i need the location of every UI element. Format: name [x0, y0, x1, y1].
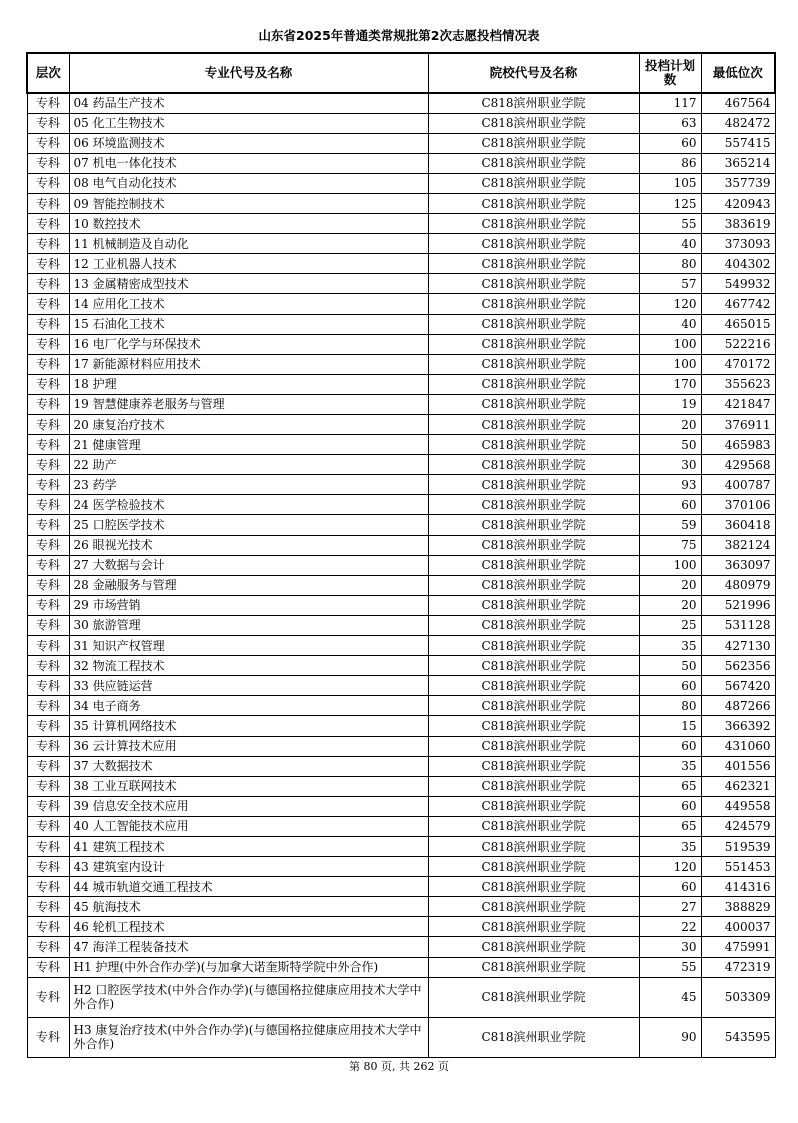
cell-school: C818滨州职业学院 — [428, 394, 639, 414]
cell-level: 专科 — [27, 897, 69, 917]
cell-plan: 80 — [639, 254, 701, 274]
cell-level: 专科 — [27, 977, 69, 1017]
cell-level: 专科 — [27, 334, 69, 354]
cell-level: 专科 — [27, 415, 69, 435]
cell-major: 35 计算机网络技术 — [69, 716, 428, 736]
cell-rank: 360418 — [701, 515, 775, 535]
cell-school: C818滨州职业学院 — [428, 173, 639, 193]
cell-rank: 465015 — [701, 314, 775, 334]
table-row — [27, 113, 775, 133]
cell-plan: 22 — [639, 917, 701, 937]
cell-level: 专科 — [27, 957, 69, 977]
cell-level: 专科 — [27, 776, 69, 796]
cell-level: 专科 — [27, 435, 69, 455]
cell-rank: 531128 — [701, 615, 775, 635]
cell-plan: 59 — [639, 515, 701, 535]
table-row — [27, 816, 775, 836]
cell-rank: 400037 — [701, 917, 775, 937]
cell-major: 05 化工生物技术 — [69, 113, 428, 133]
cell-school: C818滨州职业学院 — [428, 917, 639, 937]
cell-plan: 50 — [639, 656, 701, 676]
cell-major: 33 供应链运营 — [69, 676, 428, 696]
cell-major: 37 大数据技术 — [69, 756, 428, 776]
cell-school: C818滨州职业学院 — [428, 193, 639, 213]
page-title: 山东省2025年普通类常规批第2次志愿投档情况表 — [258, 28, 540, 43]
cell-rank: 557415 — [701, 133, 775, 153]
table-row — [27, 495, 775, 515]
cell-plan: 65 — [639, 776, 701, 796]
cell-plan: 40 — [639, 314, 701, 334]
cell-major: 46 轮机工程技术 — [69, 917, 428, 937]
header-level: 层次 — [27, 53, 69, 93]
table-row — [27, 615, 775, 635]
table-row — [27, 334, 775, 354]
cell-major: 22 助产 — [69, 455, 428, 475]
cell-rank: 376911 — [701, 415, 775, 435]
cell-level: 专科 — [27, 153, 69, 173]
table-row — [27, 415, 775, 435]
cell-school: C818滨州职业学院 — [428, 354, 639, 374]
cell-level: 专科 — [27, 173, 69, 193]
cell-rank: 470172 — [701, 354, 775, 374]
cell-major: 09 智能控制技术 — [69, 193, 428, 213]
table-row — [27, 796, 775, 816]
cell-level: 专科 — [27, 354, 69, 374]
cell-school: C818滨州职业学院 — [428, 957, 639, 977]
table-row — [27, 354, 775, 374]
cell-plan: 117 — [639, 93, 701, 113]
cell-major: 20 康复治疗技术 — [69, 415, 428, 435]
cell-major: 04 药品生产技术 — [69, 93, 428, 113]
cell-major: 41 建筑工程技术 — [69, 836, 428, 856]
cell-plan: 60 — [639, 736, 701, 756]
cell-rank: 562356 — [701, 656, 775, 676]
table-row — [27, 294, 775, 314]
table-body — [27, 93, 775, 1058]
cell-rank: 543595 — [701, 1017, 775, 1057]
cell-school: C818滨州职业学院 — [428, 857, 639, 877]
cell-level: 专科 — [27, 575, 69, 595]
cell-level: 专科 — [27, 254, 69, 274]
cell-major: 13 金属精密成型技术 — [69, 274, 428, 294]
cell-plan: 30 — [639, 937, 701, 957]
cell-plan: 15 — [639, 716, 701, 736]
cell-school: C818滨州职业学院 — [428, 877, 639, 897]
cell-plan: 55 — [639, 957, 701, 977]
header-major: 专业代号及名称 — [69, 53, 428, 93]
page-footer: 第 80 页, 共 262 页 — [349, 1060, 449, 1073]
cell-level: 专科 — [27, 455, 69, 475]
cell-school: C818滨州职业学院 — [428, 636, 639, 656]
cell-major: 11 机械制造及自动化 — [69, 234, 428, 254]
cell-plan: 35 — [639, 756, 701, 776]
cell-school: C818滨州职业学院 — [428, 1017, 639, 1057]
cell-plan: 60 — [639, 495, 701, 515]
cell-rank: 427130 — [701, 636, 775, 656]
cell-plan: 35 — [639, 636, 701, 656]
cell-major: 39 信息安全技术应用 — [69, 796, 428, 816]
cell-major: 16 电厂化学与环保技术 — [69, 334, 428, 354]
table-row — [27, 877, 775, 897]
table-row — [27, 957, 775, 977]
cell-major: 34 电子商务 — [69, 696, 428, 716]
table-row — [27, 394, 775, 414]
cell-rank: 449558 — [701, 796, 775, 816]
header-rank: 最低位次 — [701, 53, 775, 93]
table-row — [27, 595, 775, 615]
cell-rank: 431060 — [701, 736, 775, 756]
cell-level: 专科 — [27, 796, 69, 816]
cell-rank: 401556 — [701, 756, 775, 776]
cell-level: 专科 — [27, 133, 69, 153]
cell-major: 25 口腔医学技术 — [69, 515, 428, 535]
cell-major: 14 应用化工技术 — [69, 294, 428, 314]
cell-rank: 487266 — [701, 696, 775, 716]
cell-level: 专科 — [27, 937, 69, 957]
cell-level: 专科 — [27, 193, 69, 213]
cell-plan: 45 — [639, 977, 701, 1017]
cell-major: 31 知识产权管理 — [69, 636, 428, 656]
table-row — [27, 274, 775, 294]
cell-plan: 57 — [639, 274, 701, 294]
cell-rank: 383619 — [701, 214, 775, 234]
table-row — [27, 314, 775, 334]
cell-level: 专科 — [27, 214, 69, 234]
table-row — [27, 374, 775, 394]
table-row — [27, 756, 775, 776]
cell-plan: 35 — [639, 836, 701, 856]
cell-major: 12 工业机器人技术 — [69, 254, 428, 274]
cell-plan: 100 — [639, 354, 701, 374]
cell-rank: 400787 — [701, 475, 775, 495]
cell-major: 28 金融服务与管理 — [69, 575, 428, 595]
cell-school: C818滨州职业学院 — [428, 897, 639, 917]
cell-school: C818滨州职业学院 — [428, 234, 639, 254]
cell-school: C818滨州职业学院 — [428, 374, 639, 394]
cell-level: 专科 — [27, 696, 69, 716]
cell-school: C818滨州职业学院 — [428, 555, 639, 575]
cell-rank: 521996 — [701, 595, 775, 615]
cell-school: C818滨州职业学院 — [428, 716, 639, 736]
cell-rank: 429568 — [701, 455, 775, 475]
cell-major: 29 市场营销 — [69, 595, 428, 615]
cell-rank: 370106 — [701, 495, 775, 515]
cell-school: C818滨州职业学院 — [428, 756, 639, 776]
cell-rank: 480979 — [701, 575, 775, 595]
cell-level: 专科 — [27, 294, 69, 314]
cell-major: H1 护理(中外合作办学)(与加拿大诺奎斯特学院中外合作) — [69, 957, 428, 977]
cell-plan: 80 — [639, 696, 701, 716]
cell-level: 专科 — [27, 274, 69, 294]
cell-school: C818滨州职业学院 — [428, 776, 639, 796]
cell-school: C818滨州职业学院 — [428, 294, 639, 314]
cell-major: 10 数控技术 — [69, 214, 428, 234]
cell-major: 07 机电一体化技术 — [69, 153, 428, 173]
table-row — [27, 173, 775, 193]
cell-level: 专科 — [27, 656, 69, 676]
cell-major: 15 石油化工技术 — [69, 314, 428, 334]
cell-level: 专科 — [27, 877, 69, 897]
cell-plan: 20 — [639, 595, 701, 615]
cell-rank: 421847 — [701, 394, 775, 414]
cell-plan: 63 — [639, 113, 701, 133]
table-row — [27, 636, 775, 656]
cell-major: 32 物流工程技术 — [69, 656, 428, 676]
cell-level: 专科 — [27, 314, 69, 334]
cell-plan: 40 — [639, 234, 701, 254]
cell-plan: 19 — [639, 394, 701, 414]
table-row — [27, 857, 775, 877]
cell-plan: 20 — [639, 575, 701, 595]
cell-school: C818滨州职业学院 — [428, 796, 639, 816]
cell-school: C818滨州职业学院 — [428, 535, 639, 555]
cell-school: C818滨州职业学院 — [428, 836, 639, 856]
cell-rank: 549932 — [701, 274, 775, 294]
cell-rank: 366392 — [701, 716, 775, 736]
cell-rank: 424579 — [701, 816, 775, 836]
cell-level: 专科 — [27, 475, 69, 495]
table-row — [27, 133, 775, 153]
cell-level: 专科 — [27, 595, 69, 615]
cell-level: 专科 — [27, 857, 69, 877]
cell-school: C818滨州职业学院 — [428, 615, 639, 635]
cell-plan: 120 — [639, 857, 701, 877]
cell-plan: 60 — [639, 133, 701, 153]
cell-school: C818滨州职业学院 — [428, 495, 639, 515]
cell-school: C818滨州职业学院 — [428, 153, 639, 173]
cell-level: 专科 — [27, 394, 69, 414]
cell-major: H2 口腔医学技术(中外合作办学)(与德国格拉健康应用技术大学中外合作) — [69, 977, 428, 1017]
cell-rank: 357739 — [701, 173, 775, 193]
cell-rank: 467742 — [701, 294, 775, 314]
cell-plan: 90 — [639, 1017, 701, 1057]
cell-school: C818滨州职业学院 — [428, 595, 639, 615]
cell-school: C818滨州职业学院 — [428, 254, 639, 274]
cell-school: C818滨州职业学院 — [428, 274, 639, 294]
cell-rank: 420943 — [701, 193, 775, 213]
header-plan — [639, 53, 701, 93]
cell-plan: 100 — [639, 334, 701, 354]
header-school: 院校代号及名称 — [428, 53, 639, 93]
cell-school: C818滨州职业学院 — [428, 515, 639, 535]
cell-level: 专科 — [27, 816, 69, 836]
cell-school: C818滨州职业学院 — [428, 93, 639, 113]
cell-school: C818滨州职业学院 — [428, 977, 639, 1017]
cell-rank: 462321 — [701, 776, 775, 796]
cell-school: C818滨州职业学院 — [428, 736, 639, 756]
header-plan-line1: 投档计划 — [644, 58, 695, 73]
cell-school: C818滨州职业学院 — [428, 816, 639, 836]
cell-level: 专科 — [27, 615, 69, 635]
cell-level: 专科 — [27, 535, 69, 555]
table-row — [27, 214, 775, 234]
cell-major: 47 海洋工程装备技术 — [69, 937, 428, 957]
table-row — [27, 937, 775, 957]
cell-plan: 93 — [639, 475, 701, 495]
cell-plan: 60 — [639, 796, 701, 816]
cell-rank: 404302 — [701, 254, 775, 274]
table-row — [27, 977, 775, 1017]
cell-level: 专科 — [27, 756, 69, 776]
cell-school: C818滨州职业学院 — [428, 133, 639, 153]
table-row — [27, 836, 775, 856]
table-row — [27, 234, 775, 254]
cell-major: 24 医学检验技术 — [69, 495, 428, 515]
cell-rank: 482472 — [701, 113, 775, 133]
cell-plan: 60 — [639, 877, 701, 897]
cell-plan: 170 — [639, 374, 701, 394]
cell-major: 21 健康管理 — [69, 435, 428, 455]
table-row — [27, 555, 775, 575]
cell-plan: 100 — [639, 555, 701, 575]
table-row — [27, 1017, 775, 1057]
cell-level: 专科 — [27, 917, 69, 937]
admission-table — [26, 52, 776, 1058]
cell-plan: 30 — [639, 455, 701, 475]
cell-school: C818滨州职业学院 — [428, 455, 639, 475]
cell-plan: 65 — [639, 816, 701, 836]
cell-major: 36 云计算技术应用 — [69, 736, 428, 756]
cell-major: 17 新能源材料应用技术 — [69, 354, 428, 374]
table-row — [27, 917, 775, 937]
cell-plan: 120 — [639, 294, 701, 314]
cell-major: 23 药学 — [69, 475, 428, 495]
table-row — [27, 93, 775, 113]
cell-rank: 503309 — [701, 977, 775, 1017]
table-row — [27, 656, 775, 676]
cell-major: 19 智慧健康养老服务与管理 — [69, 394, 428, 414]
cell-rank: 519539 — [701, 836, 775, 856]
table-row — [27, 254, 775, 274]
cell-rank: 465983 — [701, 435, 775, 455]
cell-rank: 388829 — [701, 897, 775, 917]
table-row — [27, 696, 775, 716]
table-row — [27, 515, 775, 535]
cell-plan: 50 — [639, 435, 701, 455]
cell-major: 27 大数据与会计 — [69, 555, 428, 575]
table-row — [27, 716, 775, 736]
cell-school: C818滨州职业学院 — [428, 656, 639, 676]
table-header-row — [27, 53, 775, 93]
cell-rank: 382124 — [701, 535, 775, 555]
table-row — [27, 575, 775, 595]
cell-level: 专科 — [27, 836, 69, 856]
cell-major: 18 护理 — [69, 374, 428, 394]
cell-level: 专科 — [27, 636, 69, 656]
cell-major: 45 航海技术 — [69, 897, 428, 917]
cell-rank: 373093 — [701, 234, 775, 254]
cell-major: 44 城市轨道交通工程技术 — [69, 877, 428, 897]
cell-plan: 25 — [639, 615, 701, 635]
cell-school: C818滨州职业学院 — [428, 575, 639, 595]
cell-level: 专科 — [27, 234, 69, 254]
cell-plan: 20 — [639, 415, 701, 435]
cell-level: 专科 — [27, 495, 69, 515]
cell-major: 40 人工智能技术应用 — [69, 816, 428, 836]
cell-school: C818滨州职业学院 — [428, 937, 639, 957]
table-row — [27, 193, 775, 213]
cell-plan: 105 — [639, 173, 701, 193]
cell-rank: 467564 — [701, 93, 775, 113]
cell-school: C818滨州职业学院 — [428, 214, 639, 234]
cell-plan: 60 — [639, 676, 701, 696]
table-row — [27, 475, 775, 495]
cell-level: 专科 — [27, 515, 69, 535]
table-row — [27, 435, 775, 455]
cell-level: 专科 — [27, 676, 69, 696]
table-row — [27, 535, 775, 555]
cell-school: C818滨州职业学院 — [428, 475, 639, 495]
cell-rank: 414316 — [701, 877, 775, 897]
cell-school: C818滨州职业学院 — [428, 676, 639, 696]
header-plan-line2: 数 — [663, 72, 677, 87]
cell-level: 专科 — [27, 1017, 69, 1057]
table-row — [27, 736, 775, 756]
cell-rank: 567420 — [701, 676, 775, 696]
cell-major: H3 康复治疗技术(中外合作办学)(与德国格拉健康应用技术大学中外合作) — [69, 1017, 428, 1057]
cell-rank: 472319 — [701, 957, 775, 977]
cell-school: C818滨州职业学院 — [428, 113, 639, 133]
cell-major: 06 环境监测技术 — [69, 133, 428, 153]
table-row — [27, 776, 775, 796]
cell-school: C818滨州职业学院 — [428, 415, 639, 435]
cell-level: 专科 — [27, 555, 69, 575]
cell-rank: 522216 — [701, 334, 775, 354]
table-row — [27, 455, 775, 475]
table-row — [27, 897, 775, 917]
cell-rank: 365214 — [701, 153, 775, 173]
cell-major: 38 工业互联网技术 — [69, 776, 428, 796]
cell-school: C818滨州职业学院 — [428, 435, 639, 455]
cell-plan: 55 — [639, 214, 701, 234]
cell-plan: 75 — [639, 535, 701, 555]
cell-level: 专科 — [27, 374, 69, 394]
cell-school: C818滨州职业学院 — [428, 334, 639, 354]
cell-school: C818滨州职业学院 — [428, 314, 639, 334]
cell-school: C818滨州职业学院 — [428, 696, 639, 716]
cell-level: 专科 — [27, 93, 69, 113]
table-row — [27, 153, 775, 173]
cell-major: 26 眼视光技术 — [69, 535, 428, 555]
cell-major: 08 电气自动化技术 — [69, 173, 428, 193]
cell-level: 专科 — [27, 716, 69, 736]
cell-major: 43 建筑室内设计 — [69, 857, 428, 877]
table-row — [27, 676, 775, 696]
cell-plan: 27 — [639, 897, 701, 917]
cell-plan: 86 — [639, 153, 701, 173]
cell-rank: 551453 — [701, 857, 775, 877]
cell-rank: 475991 — [701, 937, 775, 957]
cell-level: 专科 — [27, 113, 69, 133]
cell-level: 专科 — [27, 736, 69, 756]
cell-plan: 125 — [639, 193, 701, 213]
cell-rank: 363097 — [701, 555, 775, 575]
cell-major: 30 旅游管理 — [69, 615, 428, 635]
cell-rank: 355623 — [701, 374, 775, 394]
